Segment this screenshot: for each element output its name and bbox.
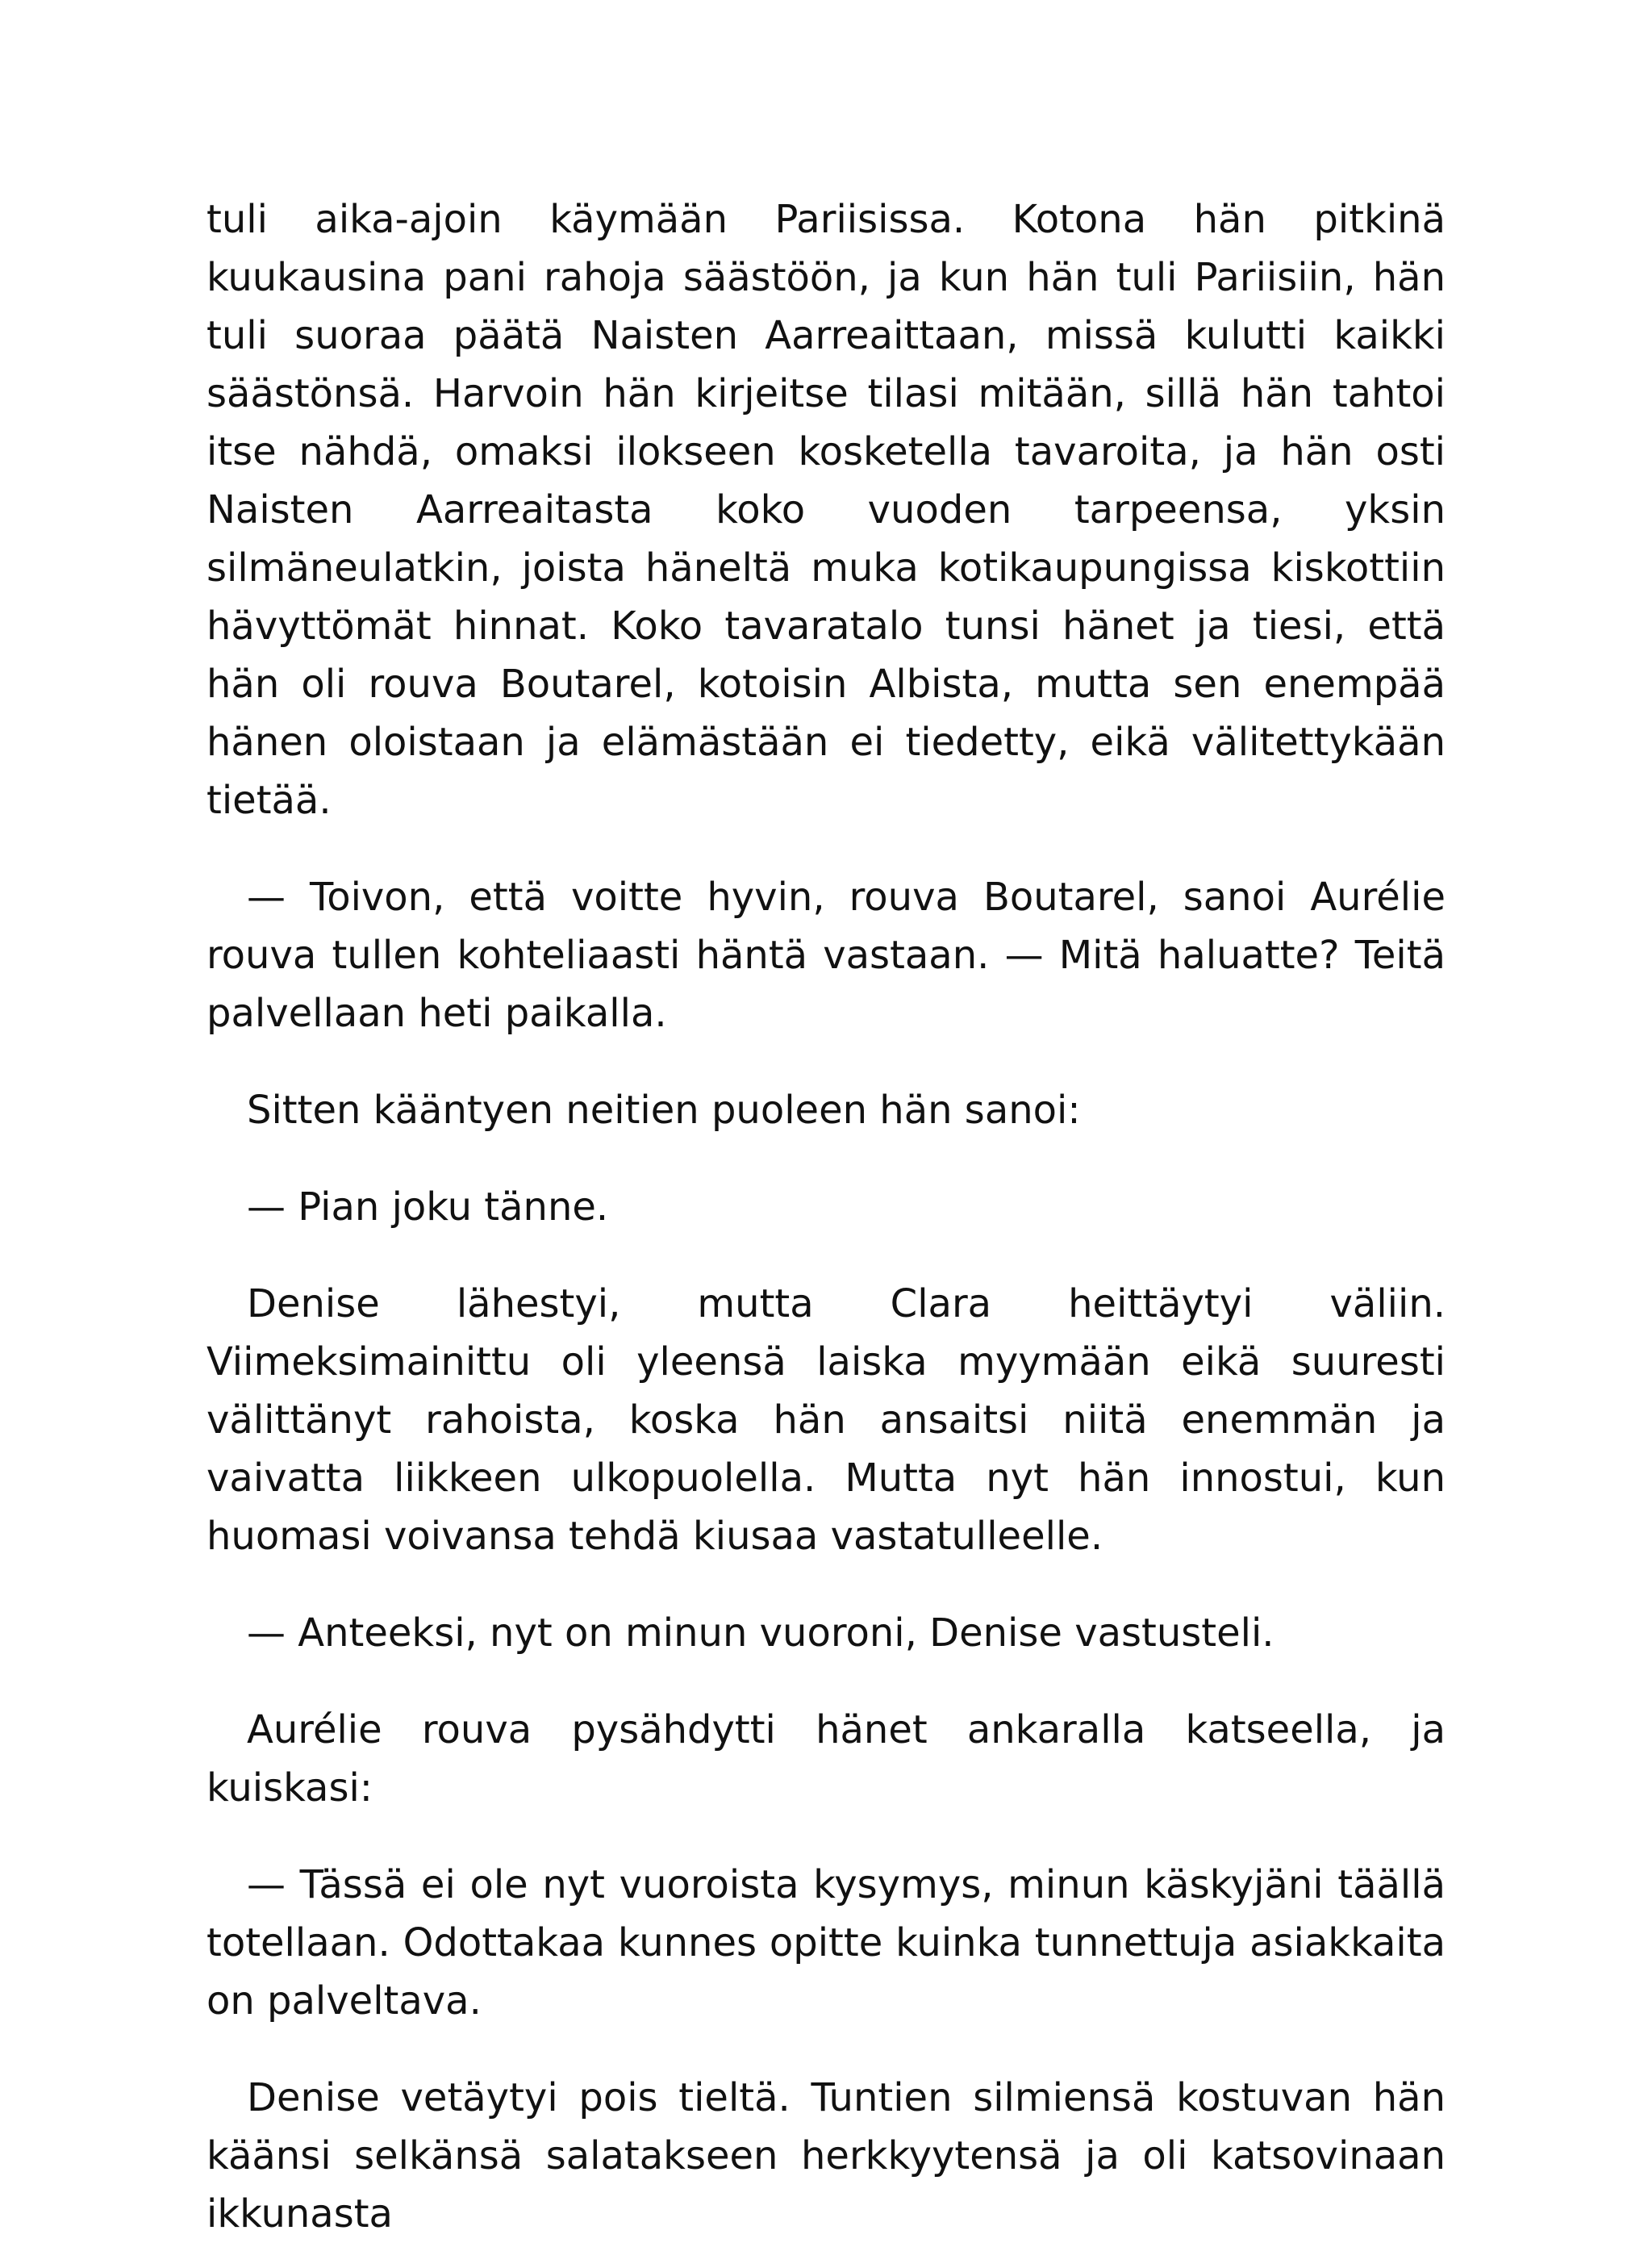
paragraph-7: Aurélie rouva pysähdytti hänet ankaralla katseella, ja kuiskasi: — [206, 1707, 1446, 1811]
paragraph-8: — Tässä ei ole nyt vuoroista kysymys, minun käskyjäni täällä totellaan. Odottakaa kunnes opitte kuinka tunnettuja asiakkaita on palveltava. — [206, 1862, 1446, 2024]
paragraph-3: Sitten kääntyen neitien puoleen hän sanoi: — [247, 1088, 1081, 1133]
paragraph-9: Denise vetäytyi pois tieltä. Tuntien silmiensä kostuvan hän käänsi selkänsä salatakseen herkkyytensä ja oli katsovinaan ikkunasta — [206, 2075, 1446, 2237]
paragraph-5: Denise lähestyi, mutta Clara heittäytyi väliin. Viimeksimainittu oli yleensä laiska myymään eikä suuresti välittänyt rahoista, koska hän ansaitsi niitä enemmän ja vaivatta liikkeen ulkopuolella. Mutta nyt hän innostui, kun huomasi voivansa tehdä kiusaa vastatulleelle. — [206, 1281, 1446, 1559]
paragraph-6: — Anteeksi, nyt on minun vuoroni, Denise vastusteli. — [247, 1610, 1274, 1656]
paragraph-4: — Pian joku tänne. — [247, 1184, 609, 1230]
paragraph-2: — Toivon, että voitte hyvin, rouva Boutarel, sanoi Aurélie rouva tullen kohteliaasti häntä vastaan. — Mitä haluatte? Teitä palvellaan heti paikalla. — [206, 875, 1446, 1036]
paragraph-1: tuli aika-ajoin käymään Pariisissa. Kotona hän pitkinä kuukausina pani rahoja säästöön, ja kun hän tuli Pariisiin, hän tuli suoraa päätä Naisten Aarreaittaan, missä kulutti kaikki säästönsä. Harvoin hän kirjeitse tilasi mitään, sillä hän tahtoi itse nähdä, omaksi ilokseen kosketella tavaroita, ja hän osti Naisten Aarreaitasta koko vuoden tarpeensa, yksin silmäneulatkin, joista häneltä muka kotikaupungissa kiskottiin hävyttömät hinnat. Koko tavaratalo tunsi hänet ja tiesi, että hän oli rouva Boutarel, kotoisin Albista, mutta sen enempää hänen oloistaan ja elämästään ei tiedetty, eikä välitettykään tietää. — [206, 197, 1446, 823]
book-page — [206, 190, 1446, 2243]
